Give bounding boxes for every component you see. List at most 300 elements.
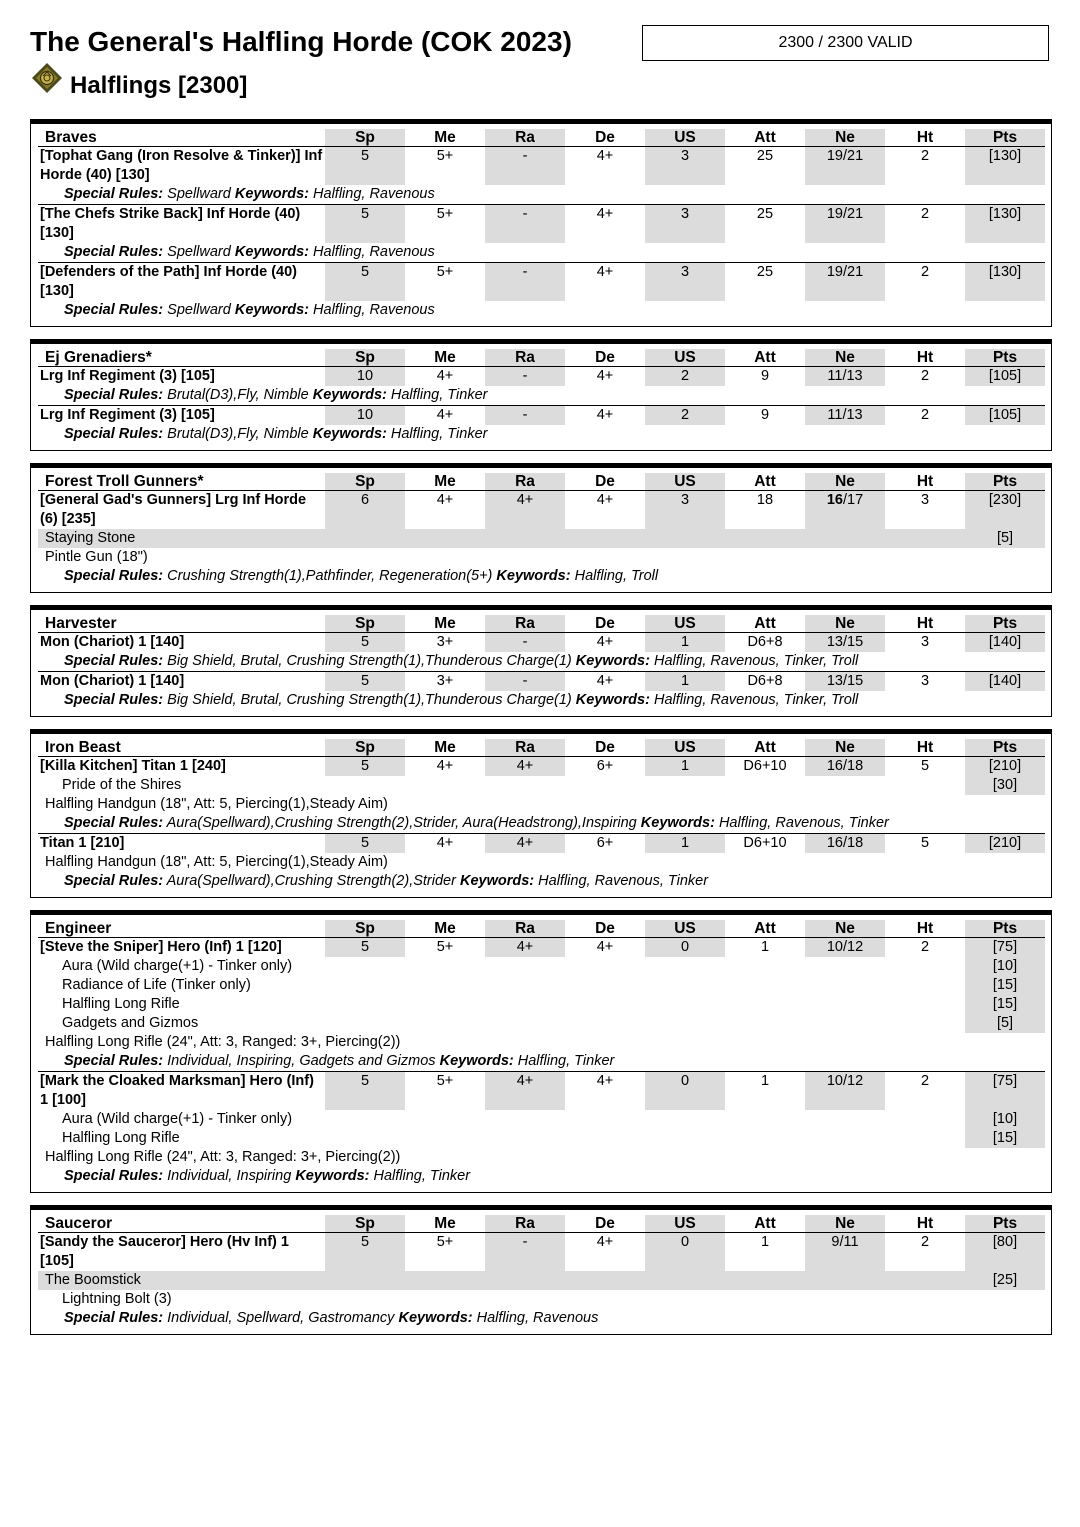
special-rules-row [38, 567, 1045, 586]
stat-value: 11/13 [805, 405, 885, 425]
special-rules [38, 1052, 1045, 1071]
stat-value: [105] [965, 405, 1045, 425]
stat-value: 5 [325, 147, 405, 185]
special-rules [38, 386, 1045, 405]
column-header: Ne [805, 615, 885, 633]
unit-row [38, 405, 1045, 425]
column-header: Ra [485, 920, 565, 938]
stat-value: 19/21 [805, 147, 885, 185]
special-rules-text: Spellward [167, 244, 231, 260]
unit-section [30, 119, 1052, 327]
stat-value: 4+ [405, 833, 485, 853]
special-rules-label: Special Rules: [64, 387, 164, 403]
upgrade-row [38, 853, 1045, 872]
stat-value: 13/15 [805, 633, 885, 652]
column-header: Sp [325, 920, 405, 938]
special-rules-text: Big Shield, Brutal, Crushing Strength(1),Thunderous Charge(1) [167, 692, 572, 708]
upgrade-name: Radiance of Life (Tinker only) [62, 977, 251, 993]
keywords-label: Keywords: [234, 186, 309, 202]
stat-value: 25 [756, 148, 774, 164]
column-header: De [565, 349, 645, 367]
upgrade-name: Halfling Handgun (18", Att: 5, Piercing(1),Steady Aim) [45, 796, 388, 812]
unit-name: Lrg Inf Regiment (3) [105] [40, 368, 215, 384]
keywords-text: Halfling, Ravenous [313, 244, 435, 260]
column-header: Sp [325, 129, 405, 147]
nerve-rout: /17 [842, 492, 864, 508]
stat-value: 5 [885, 833, 965, 853]
column-header: Sp [325, 1215, 405, 1233]
keywords-label: Keywords: [575, 653, 650, 669]
special-rules [38, 185, 1045, 204]
unit-name: Lrg Inf Regiment (3) [105] [38, 405, 325, 425]
unit-name: [The Chefs Strike Back] Inf Horde (40) [130] [38, 204, 325, 243]
upgrade-points [965, 1033, 1045, 1052]
special-rules-row [38, 386, 1045, 405]
header-row [38, 349, 1045, 367]
special-rules-label: Special Rules: [64, 692, 164, 708]
header-row [38, 739, 1045, 757]
unit-row [38, 147, 1045, 185]
unit-table [38, 615, 1045, 710]
upgrade-points: [15] [965, 995, 1045, 1014]
keywords-label: Keywords: [439, 1053, 514, 1069]
stat-value: 5 [325, 938, 405, 957]
header-row [38, 1215, 1045, 1233]
stat-value: 19/21 [805, 262, 885, 301]
stat-value: 4+ [596, 148, 614, 164]
stat-value: [75] [965, 938, 1045, 957]
special-rules [38, 652, 1045, 671]
column-header: Sp [325, 473, 405, 491]
stat-value: 4+ [565, 405, 645, 425]
stat-value: 10 [325, 405, 405, 425]
special-rules-row [38, 872, 1045, 891]
unit-name: Mon (Chariot) 1 [140] [38, 671, 325, 691]
column-header: Ne [805, 739, 885, 757]
stat-value: 4+ [436, 368, 454, 384]
special-rules [38, 872, 1045, 891]
upgrade-points [965, 1290, 1045, 1309]
stat-value: 4+ [596, 368, 614, 384]
special-rules-text: Brutal(D3),Fly, Nimble [167, 426, 309, 442]
stat-value: 2 [885, 204, 965, 243]
stat-value: 1 [760, 939, 770, 955]
header-row [38, 129, 1045, 147]
keywords-text: Halfling, Tinker [390, 387, 488, 403]
stat-value: 5 [325, 671, 405, 691]
unit-row [38, 671, 1045, 691]
special-rules [38, 814, 1045, 833]
stat-value: 10/12 [805, 1071, 885, 1110]
upgrade-name: Halfling Long Rifle (24", Att: 3, Ranged: 3+, Piercing(2)) [45, 1034, 401, 1050]
section-name: Iron Beast [38, 739, 325, 757]
stat-value: 9 [725, 405, 805, 425]
upgrade-row [38, 1014, 1045, 1033]
special-rules-label: Special Rules: [64, 653, 164, 669]
column-header: Me [405, 1215, 485, 1233]
special-rules [38, 301, 1045, 320]
upgrade-name: Halfling Long Rifle [62, 1130, 180, 1146]
stat-value: 2 [920, 148, 930, 164]
stat-value: 5 [325, 262, 405, 301]
special-rules-label: Special Rules: [64, 1053, 164, 1069]
keywords-text: Halfling, Ravenous, Tinker, Troll [653, 653, 859, 669]
unit-name: [Sandy the Sauceror] Hero (Hv Inf) 1 [105] [40, 1234, 289, 1269]
column-header: Att [725, 615, 805, 633]
stat-value: 4+ [485, 833, 565, 853]
special-rules-text: Big Shield, Brutal, Crushing Strength(1),Thunderous Charge(1) [167, 653, 572, 669]
stat-value: - [485, 405, 565, 425]
upgrade-name: Aura (Wild charge(+1) - Tinker only) [62, 958, 293, 974]
special-rules [38, 1309, 1045, 1328]
stat-value: 4+ [485, 938, 565, 957]
stat-value: 6 [325, 491, 405, 529]
section-name: Harvester [38, 615, 325, 633]
keywords-label: Keywords: [312, 387, 387, 403]
special-rules-text: Individual, Inspiring, Gadgets and Gizmos [167, 1053, 436, 1069]
upgrade-row [38, 1129, 1045, 1148]
column-header: Pts [965, 473, 1045, 491]
keywords-label: Keywords: [496, 568, 571, 584]
special-rules-row [38, 243, 1045, 262]
unit-table [38, 129, 1045, 320]
stat-value: 1 [645, 833, 725, 853]
column-header: Att [725, 473, 805, 491]
keywords-label: Keywords: [234, 302, 309, 318]
column-header: Ht [885, 473, 965, 491]
unit-sections [30, 119, 1052, 1347]
stat-value: D6+8 [747, 634, 783, 650]
stat-value: 6+ [596, 758, 614, 774]
stat-value: 5 [325, 757, 405, 776]
column-header: Ra [485, 739, 565, 757]
stat-value: - [485, 633, 565, 652]
stat-value: - [485, 204, 565, 243]
special-rules-text: Individual, Inspiring [167, 1168, 292, 1184]
column-header: Pts [965, 739, 1045, 757]
stat-value: [210] [965, 833, 1045, 853]
stat-value: 1 [645, 633, 725, 652]
keywords-text: Halfling, Ravenous [476, 1310, 599, 1326]
section-name: Ej Grenadiers* [38, 349, 325, 367]
stat-value: 4+ [565, 671, 645, 691]
upgrade-points: [15] [965, 976, 1045, 995]
stat-value: D6+10 [743, 758, 787, 774]
stat-value: [130] [965, 262, 1045, 301]
column-header: Ht [885, 129, 965, 147]
special-rules-text: Aura(Spellward),Crushing Strength(2),Strider, Aura(Headstrong),Inspiring [166, 815, 637, 831]
column-header: US [645, 739, 725, 757]
stat-value: [75] [965, 1071, 1045, 1110]
stat-value: 4+ [405, 405, 485, 425]
halfling-faction-icon [31, 62, 63, 94]
column-header: Me [405, 473, 485, 491]
stat-value: 10 [325, 367, 405, 386]
keywords-text: Halfling, Ravenous [313, 302, 435, 318]
stat-value: 16/18 [805, 833, 885, 853]
special-rules-label: Special Rules: [64, 302, 164, 318]
stat-value: 4+ [565, 204, 645, 243]
stat-value: 4+ [596, 492, 614, 508]
column-header: Ht [885, 349, 965, 367]
stat-value: 5 [325, 1071, 405, 1110]
stat-value: D6+10 [725, 833, 805, 853]
stat-value: 0 [645, 1071, 725, 1110]
stat-value: 5+ [436, 1234, 454, 1250]
unit-row [38, 204, 1045, 243]
special-rules-label: Special Rules: [64, 1168, 164, 1184]
upgrade-name: Lightning Bolt (3) [62, 1291, 172, 1307]
unit-row [38, 491, 1045, 529]
unit-row [38, 938, 1045, 957]
stat-value: 1 [645, 757, 725, 776]
stat-value: [105] [965, 367, 1045, 386]
column-header: Att [725, 1215, 805, 1233]
unit-section [30, 605, 1052, 717]
column-header: Sp [325, 349, 405, 367]
army-subtitle: Halflings [2300] [70, 72, 248, 99]
unit-name: [Defenders of the Path] Inf Horde (40) [130] [38, 262, 325, 301]
column-header: Ra [485, 473, 565, 491]
header-row [38, 920, 1045, 938]
stat-value: 5 [920, 758, 930, 774]
stat-value: [210] [965, 757, 1045, 776]
column-header: US [645, 473, 725, 491]
unit-row [38, 757, 1045, 776]
stat-value: D6+8 [725, 671, 805, 691]
stat-value: 3+ [405, 671, 485, 691]
stat-value: 4+ [596, 939, 614, 955]
stat-value: 4+ [485, 1071, 565, 1110]
special-rules-row [38, 652, 1045, 671]
stat-value: 16/18 [805, 757, 885, 776]
stat-value: 3 [645, 262, 725, 301]
stat-value: 3 [920, 634, 930, 650]
upgrade-points: [15] [965, 1129, 1045, 1148]
keywords-text: Halfling, Ravenous, Tinker, Troll [653, 692, 859, 708]
special-rules [38, 1167, 1045, 1186]
special-rules-label: Special Rules: [64, 426, 164, 442]
stat-value: 5 [325, 633, 405, 652]
stat-value: 5 [325, 204, 405, 243]
stat-value: 5+ [405, 262, 485, 301]
upgrade-row [38, 976, 1045, 995]
stat-value: 4+ [565, 1071, 645, 1110]
stat-value: - [485, 671, 565, 691]
stat-value: - [485, 262, 565, 301]
upgrade-name: Halfling Handgun (18", Att: 5, Piercing(1),Steady Aim) [45, 854, 388, 870]
upgrade-name: Aura (Wild charge(+1) - Tinker only) [62, 1111, 293, 1127]
special-rules [38, 243, 1045, 262]
stat-value: 4+ [596, 634, 614, 650]
keywords-label: Keywords: [295, 1168, 370, 1184]
special-rules-label: Special Rules: [64, 568, 164, 584]
unit-row [38, 367, 1045, 386]
unit-row [38, 262, 1045, 301]
stat-value: 5+ [405, 1071, 485, 1110]
unit-name: Titan 1 [210] [38, 833, 325, 853]
special-rules-label: Special Rules: [64, 244, 164, 260]
unit-table [38, 739, 1045, 891]
header-row [38, 615, 1045, 633]
special-rules-row [38, 185, 1045, 204]
column-header: Ra [485, 349, 565, 367]
section-name: Sauceror [38, 1215, 325, 1233]
unit-name: [Killa Kitchen] Titan 1 [240] [40, 758, 226, 774]
upgrade-name: Halfling Long Rifle (24", Att: 3, Ranged: 3+, Piercing(2)) [45, 1149, 401, 1165]
upgrade-row [38, 529, 1045, 548]
section-name: Braves [38, 129, 325, 147]
keywords-text: Halfling, Troll [574, 568, 659, 584]
stat-value: 25 [725, 204, 805, 243]
special-rules [38, 425, 1045, 444]
unit-section [30, 339, 1052, 451]
upgrade-points [965, 548, 1045, 567]
column-header: Sp [325, 615, 405, 633]
column-header: Ra [485, 1215, 565, 1233]
special-rules-label: Special Rules: [64, 186, 164, 202]
column-header: Ht [885, 739, 965, 757]
special-rules-row [38, 1309, 1045, 1328]
special-rules-text: Crushing Strength(1),Pathfinder, Regeneration(5+) [167, 568, 493, 584]
upgrade-points: [5] [965, 1014, 1045, 1033]
special-rules-label: Special Rules: [64, 815, 164, 831]
unit-table [38, 1215, 1045, 1328]
stat-value: 3 [920, 492, 930, 508]
stat-value: 1 [725, 1071, 805, 1110]
stat-value: - [485, 1233, 565, 1271]
stat-value: 4+ [436, 758, 454, 774]
stat-value: 2 [645, 367, 725, 386]
unit-section [30, 910, 1052, 1193]
stat-value: 2 [645, 405, 725, 425]
keywords-label: Keywords: [640, 815, 715, 831]
unit-name: [Tophat Gang (Iron Resolve & Tinker)] Inf Horde (40) [130] [40, 148, 323, 183]
upgrade-points: [10] [965, 957, 1045, 976]
column-header: Me [405, 739, 485, 757]
page-title: The General's Halfling Horde (COK 2023) [30, 26, 572, 57]
stat-value: 1 [645, 671, 725, 691]
keywords-label: Keywords: [575, 692, 650, 708]
stat-value: 5+ [405, 204, 485, 243]
upgrade-row [38, 1271, 1045, 1290]
stat-value: 2 [885, 1071, 965, 1110]
upgrade-name: Pintle Gun (18") [45, 549, 148, 565]
keywords-text: Halfling, Tinker [390, 426, 488, 442]
upgrade-name: Pride of the Shires [62, 777, 182, 793]
column-header: De [565, 1215, 645, 1233]
stat-value: 25 [725, 262, 805, 301]
keywords-label: Keywords: [312, 426, 387, 442]
column-header: Ht [885, 1215, 965, 1233]
stat-value: [130] [965, 147, 1045, 185]
keywords-text: Halfling, Ravenous, Tinker [538, 873, 709, 889]
column-header: Ht [885, 920, 965, 938]
column-header: US [645, 1215, 725, 1233]
unit-row [38, 833, 1045, 853]
stat-value: [130] [965, 204, 1045, 243]
column-header: De [565, 739, 645, 757]
column-header: Me [405, 129, 485, 147]
upgrade-row [38, 995, 1045, 1014]
special-rules-row [38, 1052, 1045, 1071]
stat-value: 5+ [436, 148, 454, 164]
stat-value: 3 [645, 491, 725, 529]
unit-section [30, 463, 1052, 593]
column-header: US [645, 349, 725, 367]
column-header: Ne [805, 129, 885, 147]
upgrade-row [38, 795, 1045, 814]
special-rules-row [38, 425, 1045, 444]
keywords-text: Halfling, Tinker [373, 1168, 471, 1184]
upgrade-points: [25] [965, 1271, 1045, 1290]
column-header: Ne [805, 1215, 885, 1233]
stat-value: 4+ [485, 757, 565, 776]
upgrade-name: Gadgets and Gizmos [62, 1015, 199, 1031]
upgrade-row [38, 1033, 1045, 1052]
column-header: Pts [965, 1215, 1045, 1233]
unit-section [30, 1205, 1052, 1335]
upgrade-name: Staying Stone [38, 529, 965, 548]
stat-value: 0 [645, 1233, 725, 1271]
column-header: Att [725, 349, 805, 367]
stat-value: 19/21 [805, 204, 885, 243]
stat-value: 1 [760, 1234, 770, 1250]
stat-value: 4+ [596, 1234, 614, 1250]
column-header: Ht [885, 615, 965, 633]
upgrade-row [38, 1110, 1045, 1129]
upgrade-points: [10] [965, 1110, 1045, 1129]
stat-value: 2 [920, 939, 930, 955]
special-rules-row [38, 301, 1045, 320]
special-rules [38, 691, 1045, 710]
stat-value: 4+ [436, 492, 454, 508]
stat-value: 18 [756, 492, 774, 508]
stat-value: 2 [885, 405, 965, 425]
stat-value: [80] [965, 1233, 1045, 1271]
stat-value: 9 [760, 368, 770, 384]
upgrade-points [965, 853, 1045, 872]
stat-value: 3 [645, 147, 725, 185]
special-rules-text: Spellward [167, 302, 231, 318]
stat-value: 5 [325, 833, 405, 853]
column-header: Pts [965, 615, 1045, 633]
column-header: Ra [485, 615, 565, 633]
stat-value: - [485, 367, 565, 386]
stat-value: 4+ [565, 262, 645, 301]
upgrade-name: Halfling Long Rifle [62, 996, 180, 1012]
column-header: Ne [805, 473, 885, 491]
special-rules-label: Special Rules: [64, 1310, 164, 1326]
stat-value: 3 [885, 671, 965, 691]
stat-value: - [485, 147, 565, 185]
column-header: Pts [965, 129, 1045, 147]
column-header: De [565, 920, 645, 938]
stat-value: 3 [645, 204, 725, 243]
special-rules-text: Aura(Spellward),Crushing Strength(2),Strider [166, 873, 456, 889]
special-rules-text: Spellward [167, 186, 231, 202]
unit-section [30, 729, 1052, 898]
unit-row [38, 633, 1045, 652]
stat-value: [140] [965, 671, 1045, 691]
upgrade-points [965, 1148, 1045, 1167]
column-header: Me [405, 920, 485, 938]
nerve-waver: 16 [826, 492, 843, 508]
keywords-text: Halfling, Ravenous, Tinker [718, 815, 889, 831]
stat-value: 4+ [485, 491, 565, 529]
stat-value: 2 [885, 262, 965, 301]
stat-value: 13/15 [805, 671, 885, 691]
